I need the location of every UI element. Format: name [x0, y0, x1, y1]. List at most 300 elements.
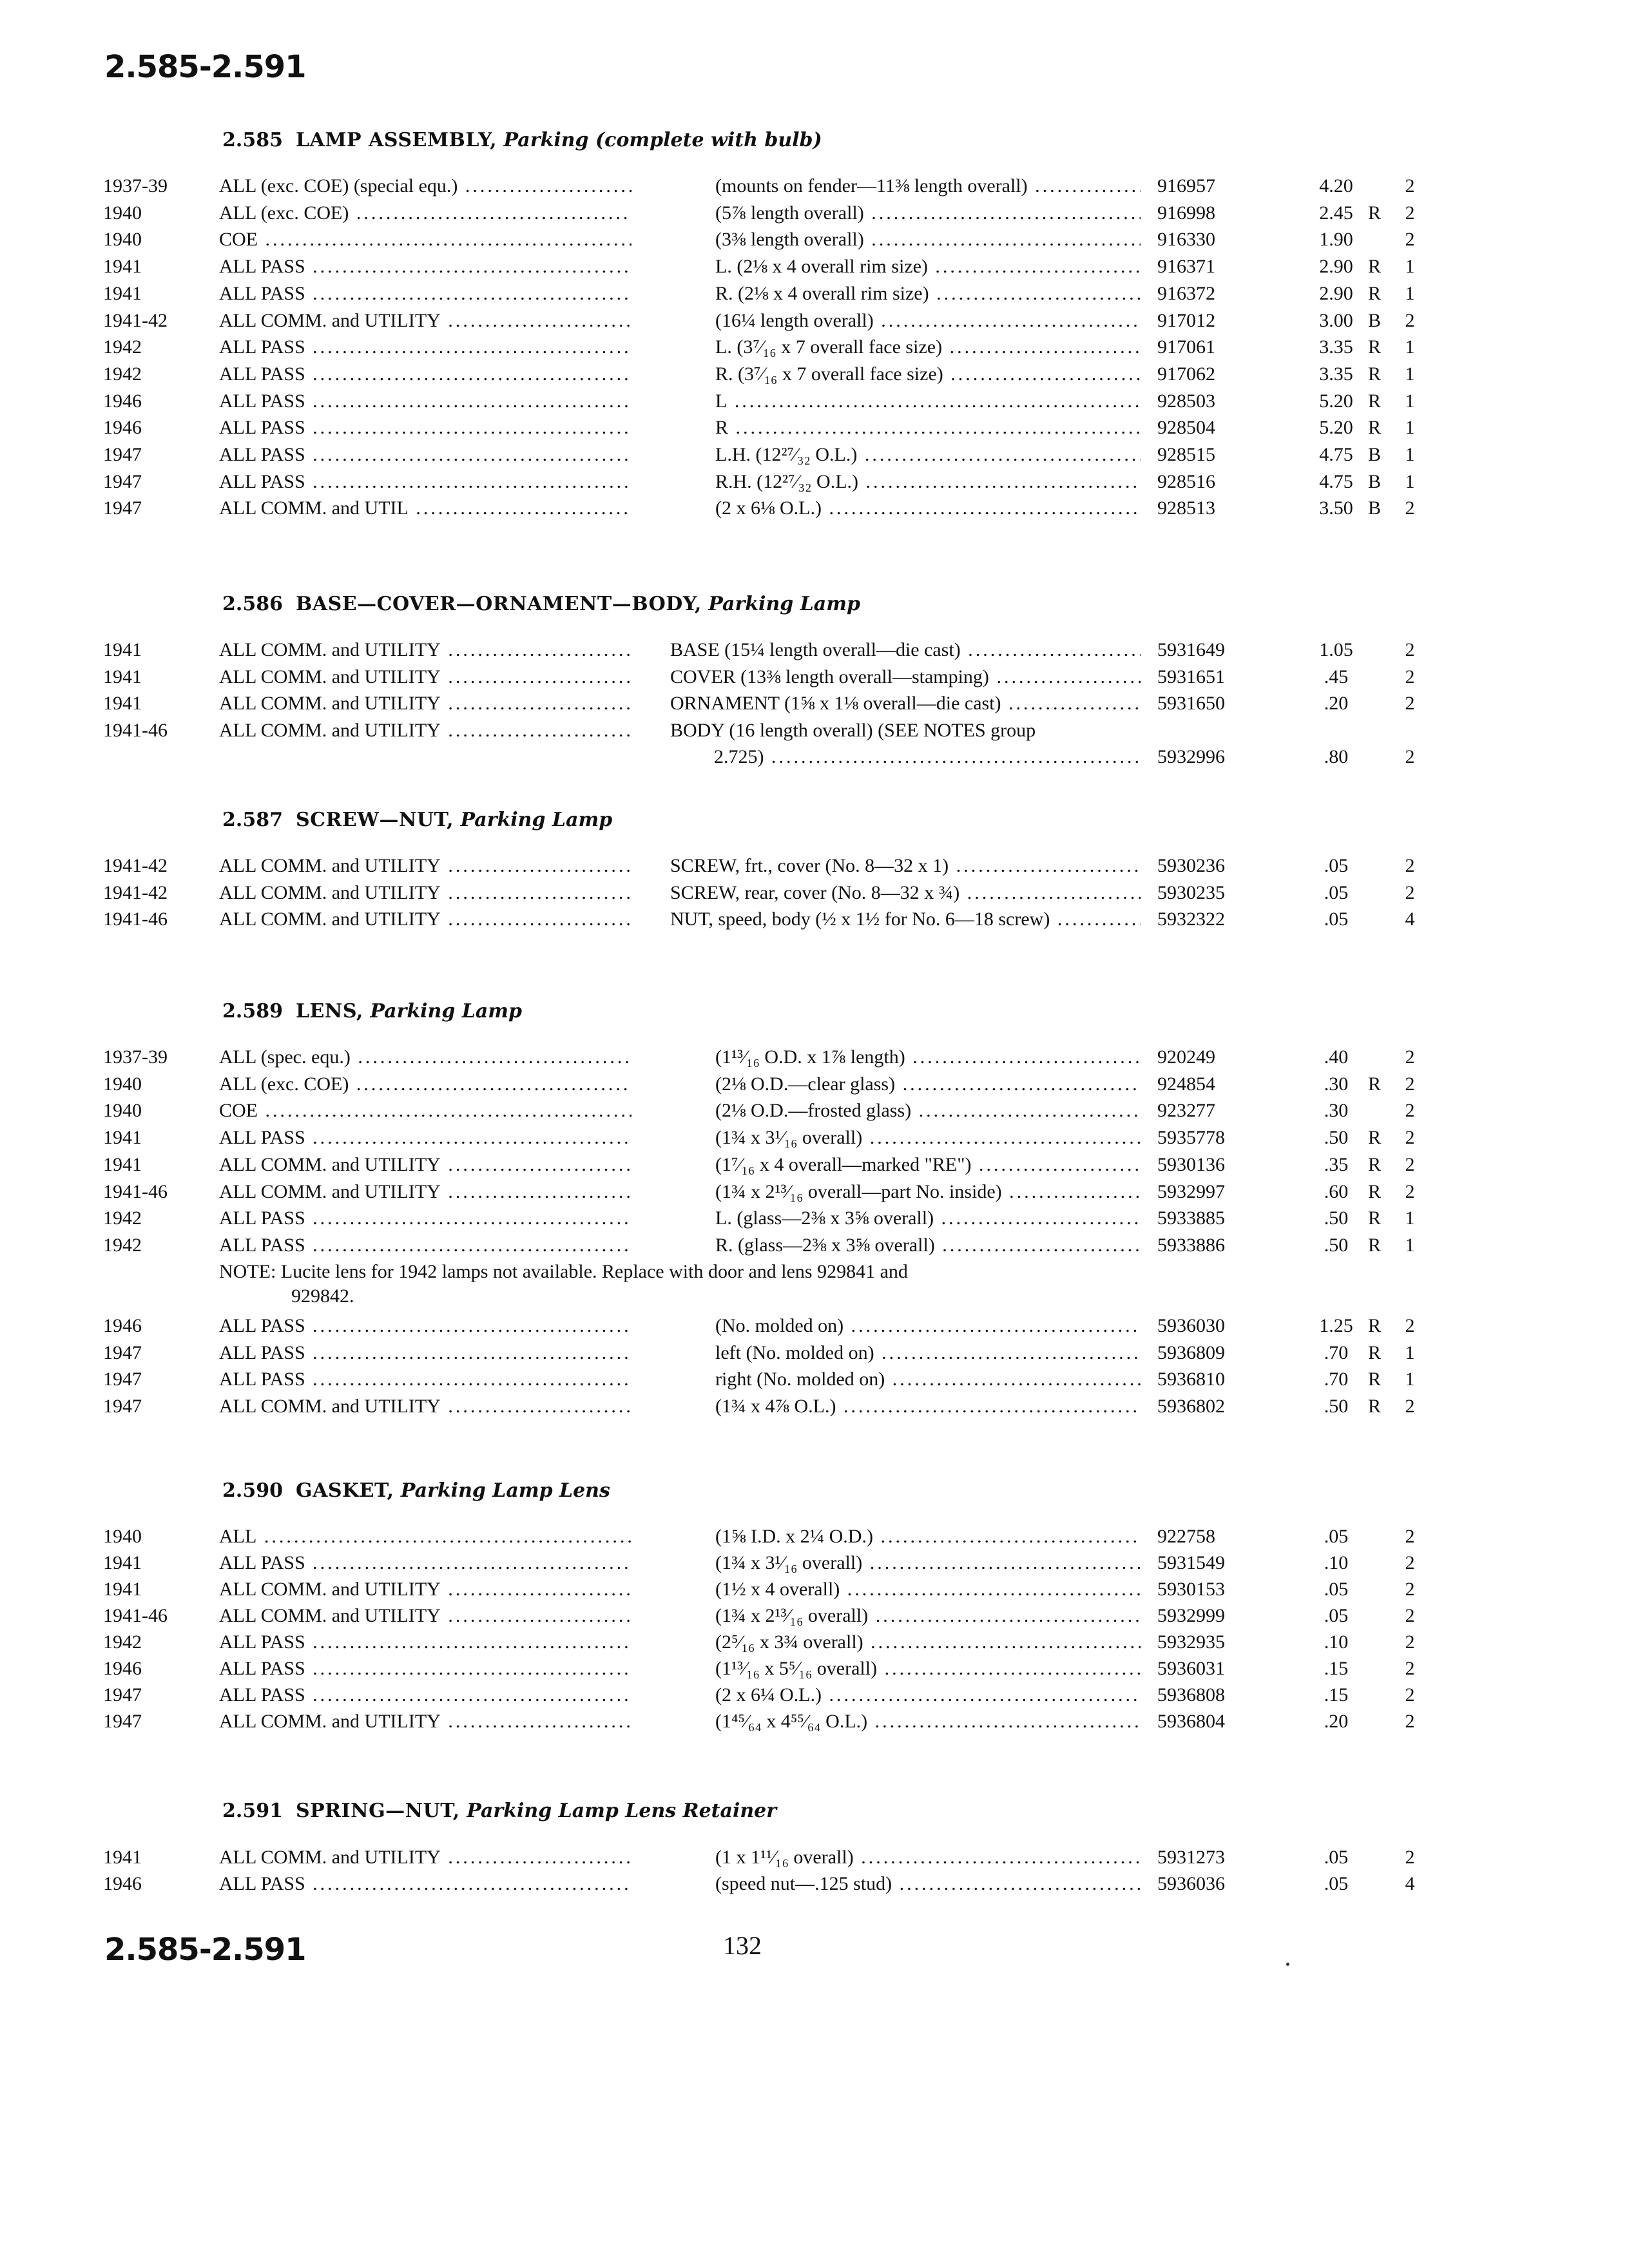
application: ALL PASS .....	[219, 1658, 631, 1680]
price-code: R	[1367, 1073, 1381, 1095]
list-price: .70	[1324, 1341, 1349, 1363]
quantity: 2	[1405, 1711, 1415, 1732]
table-row	[0, 256, 1629, 282]
year-range: 1947	[103, 1369, 142, 1390]
list-price: .10	[1324, 1631, 1349, 1653]
year-range: 1942	[103, 1207, 142, 1229]
year-range: 1947	[103, 497, 142, 519]
part-number: 924854	[1157, 1073, 1215, 1095]
year-range: 1947	[103, 1396, 142, 1418]
application: ALL PASS .....	[219, 471, 631, 493]
section-name: SCREW—NUT,	[295, 809, 454, 831]
year-range: 1946	[103, 390, 142, 412]
list-price: 2.45	[1319, 202, 1353, 224]
application: ALL (exc. COE) (special equ.) .....	[219, 175, 631, 197]
table-row	[0, 417, 1629, 443]
application: ALL COMM. and UTILITY .....	[219, 1396, 631, 1418]
section-subtitle: Parking Lamp	[708, 593, 860, 615]
list-price: 1.25	[1319, 1315, 1353, 1336]
table-row	[0, 666, 1629, 692]
price-code: R	[1367, 256, 1381, 278]
year-range: 1941-46	[103, 720, 168, 742]
list-price: .20	[1324, 693, 1349, 715]
part-number: 917062	[1157, 363, 1215, 385]
description: R. (2⅛ x 4 overall rim size) .....	[715, 283, 1141, 305]
price-code: R	[1367, 1369, 1381, 1390]
description: (2 x 6¼ O.L.) .....	[715, 1684, 1141, 1706]
description: L. (glass—2⅜ x 3⅝ overall) .....	[715, 1207, 1141, 1229]
table-row	[0, 471, 1629, 497]
quantity: 2	[1405, 1605, 1415, 1626]
application: ALL COMM. and UTILITY .....	[219, 639, 631, 661]
description: L .....	[715, 390, 1141, 412]
list-price: .05	[1324, 1526, 1349, 1547]
year-range: 1941-46	[103, 1605, 168, 1626]
quantity: 2	[1405, 1658, 1415, 1679]
year-range: 1946	[103, 1658, 142, 1679]
quantity: 1	[1405, 444, 1415, 465]
description: (2⅛ O.D.—frosted glass) .....	[715, 1100, 1141, 1122]
price-code: R	[1367, 336, 1381, 358]
year-range: 1940	[103, 229, 142, 251]
table-row	[0, 1711, 1629, 1736]
table-row	[0, 1847, 1629, 1872]
table-row	[0, 283, 1629, 309]
list-price: .60	[1324, 1180, 1349, 1202]
quantity: 2	[1405, 746, 1415, 768]
quantity: 1	[1405, 363, 1415, 385]
year-range: 1940	[103, 1526, 142, 1547]
quantity: 1	[1405, 1341, 1415, 1363]
price-code: B	[1367, 309, 1381, 331]
application: ALL COMM. and UTILITY .....	[219, 693, 631, 715]
price-code: R	[1367, 363, 1381, 385]
list-price: .05	[1324, 881, 1349, 903]
part-number: 5932999	[1157, 1605, 1225, 1626]
table-row	[0, 1658, 1629, 1684]
description: R .....	[715, 417, 1141, 439]
price-code: R	[1367, 1180, 1381, 1202]
quantity: 2	[1405, 175, 1415, 197]
year-range: 1947	[103, 1341, 142, 1363]
quantity: 2	[1405, 202, 1415, 224]
list-price: .10	[1324, 1552, 1349, 1573]
part-number: 5931649	[1157, 639, 1225, 660]
application: ALL PASS .....	[219, 444, 631, 466]
part-number: 5931549	[1157, 1552, 1225, 1573]
year-range: 1941	[103, 282, 142, 304]
section-title	[222, 1479, 610, 1502]
application: ALL PASS .....	[219, 1235, 631, 1256]
table-row	[0, 1369, 1629, 1394]
year-range: 1941-42	[103, 309, 168, 331]
list-price: .50	[1324, 1234, 1349, 1256]
page-header-code: 2.585-2.591	[104, 49, 306, 85]
table-row	[0, 363, 1629, 389]
quantity: 2	[1405, 1180, 1415, 1202]
quantity: 2	[1405, 1046, 1415, 1068]
quantity: 2	[1405, 855, 1415, 876]
list-price: .30	[1324, 1100, 1349, 1122]
list-price: 5.20	[1319, 390, 1353, 412]
table-row	[0, 202, 1629, 228]
price-code: R	[1367, 390, 1381, 412]
table-row	[0, 639, 1629, 665]
part-number: 916372	[1157, 282, 1215, 304]
table-row	[0, 1100, 1629, 1126]
description: (2⁵⁄₁₆ x 3¾ overall) .....	[715, 1631, 1141, 1653]
part-number: 5932997	[1157, 1180, 1225, 1202]
list-price: .05	[1324, 855, 1349, 876]
description: (2⅛ O.D.—clear glass) .....	[715, 1073, 1141, 1095]
description: R. (3⁷⁄₁₆ x 7 overall face size) .....	[715, 363, 1141, 385]
table-row	[0, 497, 1629, 523]
table-row	[0, 310, 1629, 336]
part-number: 5931273	[1157, 1847, 1225, 1868]
list-price: .05	[1324, 1847, 1349, 1868]
application: ALL PASS .....	[219, 1684, 631, 1706]
application: ALL PASS .....	[219, 256, 631, 278]
part-number: 5933885	[1157, 1207, 1225, 1229]
year-range: 1947	[103, 1711, 142, 1732]
quantity: 2	[1405, 497, 1415, 519]
list-price: .30	[1324, 1073, 1349, 1095]
description: (1⁷⁄₁₆ x 4 overall—marked "RE") .....	[715, 1154, 1141, 1176]
list-price: .05	[1324, 1579, 1349, 1600]
list-price: .50	[1324, 1396, 1349, 1418]
quantity: 1	[1405, 282, 1415, 304]
price-code: R	[1367, 1127, 1381, 1149]
description: (mounts on fender—11⅜ length overall) .....	[715, 175, 1141, 197]
section-number: 2.586	[222, 593, 283, 615]
table-row	[0, 1873, 1629, 1899]
year-range: 1942	[103, 1631, 142, 1653]
table-row	[0, 1046, 1629, 1072]
application: ALL COMM. and UTILITY .....	[219, 310, 631, 332]
application: ALL PASS .....	[219, 1873, 631, 1895]
description: BASE (15¼ length overall—die cast) .....	[670, 639, 1141, 661]
description: L.H. (12²⁷⁄₃₂ O.L.) .....	[715, 444, 1141, 466]
application: ALL COMM. and UTILITY .....	[219, 1181, 631, 1203]
table-row	[0, 175, 1629, 201]
year-range: 1941	[103, 1127, 142, 1149]
quantity: 2	[1405, 1552, 1415, 1573]
part-number: 5930153	[1157, 1579, 1225, 1600]
table-row	[0, 1396, 1629, 1421]
year-range: 1946	[103, 417, 142, 439]
description: L. (3⁷⁄₁₆ x 7 overall face size) .....	[715, 336, 1141, 358]
application: ALL PASS .....	[219, 1207, 631, 1229]
page-number: 132	[723, 1931, 762, 1960]
year-range: 1942	[103, 1234, 142, 1256]
list-price: 2.90	[1319, 282, 1353, 304]
part-number: 5932322	[1157, 908, 1225, 930]
table-row	[0, 1127, 1629, 1153]
part-number: 5930235	[1157, 881, 1225, 903]
list-price: 4.20	[1319, 175, 1353, 197]
description: (1⅝ I.D. x 2¼ O.D.) .....	[715, 1526, 1141, 1548]
part-number: 917061	[1157, 336, 1215, 358]
application: COE .....	[219, 1100, 631, 1122]
application: ALL (exc. COE) .....	[219, 202, 631, 224]
part-number: 916371	[1157, 256, 1215, 278]
part-number: 5931650	[1157, 693, 1225, 715]
list-price: .50	[1324, 1207, 1349, 1229]
application: ALL PASS .....	[219, 363, 631, 385]
application: ALL COMM. and UTILITY .....	[219, 1605, 631, 1627]
year-range: 1941-42	[103, 855, 168, 876]
quantity: 2	[1405, 1153, 1415, 1175]
section-name: BASE—COVER—ORNAMENT—BODY,	[295, 593, 702, 615]
section-title	[222, 809, 612, 831]
table-row	[0, 1235, 1629, 1260]
section-name: SPRING—NUT,	[295, 1800, 460, 1822]
table-row	[0, 693, 1629, 718]
application: ALL COMM. and UTILITY .....	[219, 1154, 631, 1176]
application: ALL PASS .....	[219, 336, 631, 358]
part-number: 928513	[1157, 497, 1215, 519]
section-title	[222, 593, 860, 615]
list-price: 1.90	[1319, 229, 1353, 251]
quantity: 2	[1405, 1631, 1415, 1653]
table-row	[0, 1315, 1629, 1341]
table-row	[0, 1073, 1629, 1099]
part-number: 916957	[1157, 175, 1215, 197]
year-range: 1942	[103, 363, 142, 385]
application: ALL COMM. and UTILITY .....	[219, 666, 631, 688]
table-row	[0, 882, 1629, 908]
list-price: .05	[1324, 908, 1349, 930]
description: (speed nut—.125 stud) .....	[715, 1873, 1141, 1895]
part-number: 5936030	[1157, 1315, 1225, 1336]
price-code: R	[1367, 1153, 1381, 1175]
application: ALL .....	[219, 1526, 631, 1548]
quantity: 2	[1405, 1579, 1415, 1600]
list-price: 3.35	[1319, 336, 1353, 358]
list-price: .05	[1324, 1605, 1349, 1626]
description: (1¹³⁄₁₆ O.D. x 1⅞ length) .....	[715, 1046, 1141, 1068]
page-footer-code: 2.585-2.591	[104, 1932, 306, 1968]
list-price: .70	[1324, 1369, 1349, 1390]
section-subtitle: Parking (complete with bulb)	[503, 129, 822, 151]
table-row	[0, 855, 1629, 881]
description: (2 x 6⅛ O.L.) .....	[715, 497, 1141, 519]
description: ORNAMENT (1⅝ x 1⅛ overall—die cast) .....	[670, 693, 1141, 715]
table-row	[0, 1552, 1629, 1578]
part-number: 5936804	[1157, 1711, 1225, 1732]
quantity: 2	[1405, 1526, 1415, 1547]
table-row	[0, 336, 1629, 362]
table-row	[0, 1526, 1629, 1552]
application: ALL COMM. and UTILITY .....	[219, 1847, 631, 1869]
list-price: .40	[1324, 1046, 1349, 1068]
part-number: 928504	[1157, 417, 1215, 439]
quantity: 1	[1405, 336, 1415, 358]
year-range: 1941	[103, 693, 142, 715]
part-number: 5930136	[1157, 1153, 1225, 1175]
quantity: 1	[1405, 390, 1415, 412]
quantity: 1	[1405, 417, 1415, 439]
application: ALL PASS .....	[219, 1315, 631, 1337]
year-range: 1942	[103, 336, 142, 358]
year-range: 1941	[103, 1579, 142, 1600]
quantity: 1	[1405, 1234, 1415, 1256]
part-number: 916998	[1157, 202, 1215, 224]
year-range: 1941	[103, 639, 142, 660]
quantity: 4	[1405, 1873, 1415, 1894]
price-code: B	[1367, 497, 1381, 519]
part-number: 928503	[1157, 390, 1215, 412]
section-name: GASKET,	[295, 1479, 394, 1502]
section-number: 2.591	[222, 1800, 283, 1822]
year-range: 1941-46	[103, 1180, 168, 1202]
application: ALL COMM. and UTILITY .....	[219, 720, 631, 742]
quantity: 2	[1405, 881, 1415, 903]
price-code: R	[1367, 417, 1381, 439]
part-number: 5931651	[1157, 666, 1225, 687]
table-row	[0, 1579, 1629, 1604]
year-range: 1947	[103, 444, 142, 465]
quantity: 2	[1405, 1073, 1415, 1095]
year-range: 1947	[103, 470, 142, 492]
section-subtitle: Parking Lamp	[370, 1000, 522, 1023]
price-code: R	[1367, 1234, 1381, 1256]
application: ALL PASS .....	[219, 417, 631, 439]
application: ALL (spec. equ.) .....	[219, 1046, 631, 1068]
list-price: .15	[1324, 1684, 1349, 1706]
description: L. (2⅛ x 4 overall rim size) .....	[715, 256, 1141, 278]
section-subtitle: Parking Lamp	[460, 809, 613, 831]
application: ALL COMM. and UTILITY .....	[219, 1579, 631, 1600]
application: ALL PASS .....	[219, 1552, 631, 1574]
part-number: 5936031	[1157, 1658, 1225, 1679]
table-row	[0, 1631, 1629, 1657]
section-number: 2.585	[222, 129, 283, 151]
application: ALL PASS .....	[219, 1127, 631, 1149]
list-price: .45	[1324, 666, 1349, 687]
list-price: .05	[1324, 1873, 1349, 1894]
description: (1¾ x 2¹³⁄₁₆ overall—part No. inside) .....	[715, 1181, 1141, 1203]
list-price: 1.05	[1319, 639, 1353, 660]
description: right (No. molded on) .....	[715, 1369, 1141, 1390]
description: (1¹³⁄₁₆ x 5⁵⁄₁₆ overall) .....	[715, 1658, 1141, 1680]
part-number: 923277	[1157, 1100, 1215, 1122]
description: (1¾ x 2¹³⁄₁₆ overall) .....	[715, 1605, 1141, 1627]
quantity: 2	[1405, 1847, 1415, 1868]
section-number: 2.590	[222, 1479, 283, 1502]
list-price: 4.75	[1319, 470, 1353, 492]
description: (1¾ x 3¹⁄₁₆ overall) .....	[715, 1127, 1141, 1149]
part-number: 916330	[1157, 229, 1215, 251]
part-number: 5932935	[1157, 1631, 1225, 1653]
application: ALL PASS .....	[219, 1342, 631, 1364]
year-range: 1946	[103, 1315, 142, 1336]
list-price: 3.50	[1319, 497, 1353, 519]
application: ALL COMM. and UTILITY .....	[219, 1711, 631, 1733]
list-price: .35	[1324, 1153, 1349, 1175]
list-price: 3.00	[1319, 309, 1353, 331]
description-continued: 2.725) .....	[714, 746, 1141, 768]
quantity: 2	[1405, 1127, 1415, 1149]
part-number: 5935778	[1157, 1127, 1225, 1149]
year-range: 1941-46	[103, 908, 168, 930]
description: R. (glass—2⅜ x 3⅝ overall) .....	[715, 1235, 1141, 1256]
lens-note-continued: 929842.	[291, 1285, 354, 1307]
section-number: 2.589	[222, 1000, 283, 1023]
quantity: 1	[1405, 470, 1415, 492]
year-range: 1941-42	[103, 881, 168, 903]
table-row	[0, 908, 1629, 934]
part-number: 922758	[1157, 1526, 1215, 1547]
application: ALL COMM. and UTILITY .....	[219, 855, 631, 877]
description: (1 x 1¹¹⁄₁₆ overall) .....	[715, 1847, 1141, 1869]
part-number: 5936808	[1157, 1684, 1225, 1706]
section-title	[222, 129, 822, 151]
table-row	[0, 1342, 1629, 1368]
table-row	[0, 390, 1629, 416]
description: left (No. molded on) .....	[715, 1342, 1141, 1364]
price-code: B	[1367, 470, 1381, 492]
application: ALL PASS .....	[219, 1369, 631, 1390]
quantity: 1	[1405, 1369, 1415, 1390]
description: COVER (13⅜ length overall—stamping) .....	[670, 666, 1141, 688]
year-range: 1940	[103, 1073, 142, 1095]
quantity: 2	[1405, 1100, 1415, 1122]
quantity: 4	[1405, 908, 1415, 930]
description: (No. molded on) .....	[715, 1315, 1141, 1337]
application: ALL PASS .....	[219, 390, 631, 412]
part-number: 5933886	[1157, 1234, 1225, 1256]
section-name: LENS,	[295, 1000, 363, 1023]
price-code: R	[1367, 1396, 1381, 1418]
table-row	[0, 1605, 1629, 1631]
price-code: R	[1367, 282, 1381, 304]
description: R.H. (12²⁷⁄₃₂ O.L.) .....	[715, 471, 1141, 493]
year-range: 1940	[103, 1100, 142, 1122]
year-range: 1937-39	[103, 175, 168, 197]
part-number: 5930236	[1157, 855, 1225, 876]
year-range: 1941	[103, 1153, 142, 1175]
list-price: .50	[1324, 1127, 1349, 1149]
description: SCREW, rear, cover (No. 8—32 x ¾) .....	[670, 882, 1141, 904]
list-price: 3.35	[1319, 363, 1353, 385]
quantity: 2	[1405, 229, 1415, 251]
section-subtitle: Parking Lamp Lens	[400, 1479, 610, 1502]
section-number: 2.587	[222, 809, 283, 831]
application: ALL PASS .....	[219, 1631, 631, 1653]
year-range: 1941	[103, 1847, 142, 1868]
part-number: 5936809	[1157, 1341, 1225, 1363]
table-row	[0, 1154, 1629, 1180]
year-range: 1937-39	[103, 1046, 168, 1068]
part-number: 928515	[1157, 444, 1215, 465]
list-price: 5.20	[1319, 417, 1353, 439]
section-name: LAMP ASSEMBLY,	[295, 129, 497, 151]
description: (1¾ x 4⅞ O.L.) .....	[715, 1396, 1141, 1418]
year-range: 1941	[103, 1552, 142, 1573]
quantity: 2	[1405, 1315, 1415, 1336]
list-price: .15	[1324, 1658, 1349, 1679]
price-code: R	[1367, 202, 1381, 224]
section-title	[222, 1800, 776, 1822]
quantity: 2	[1405, 639, 1415, 660]
description: NUT, speed, body (½ x 1½ for No. 6—18 screw) .....	[670, 908, 1141, 930]
application: ALL COMM. and UTILITY .....	[219, 882, 631, 904]
year-range: 1947	[103, 1684, 142, 1706]
price-code: B	[1367, 444, 1381, 465]
part-number: 920249	[1157, 1046, 1215, 1068]
part-number: 928516	[1157, 470, 1215, 492]
